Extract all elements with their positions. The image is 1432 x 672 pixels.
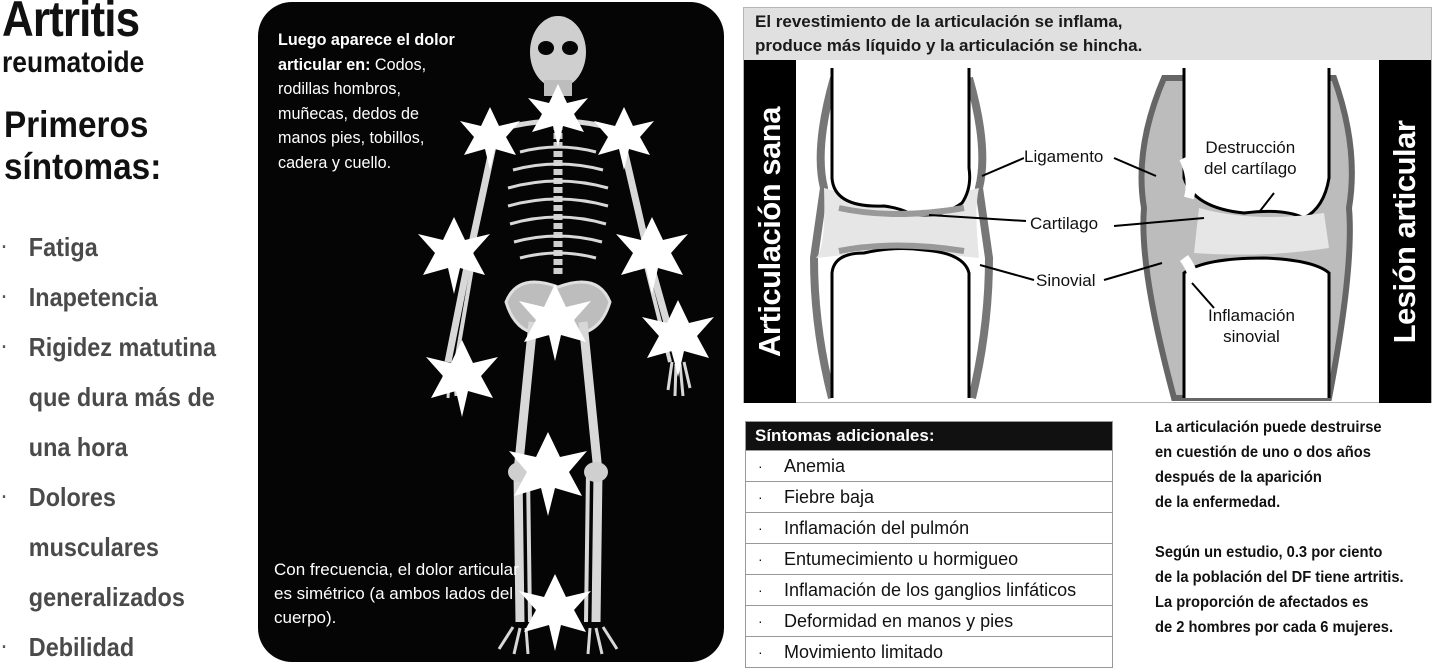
table-row: · Inflamación de los ganglios linfáticos (746, 574, 1112, 605)
table-row: · Fiebre baja (746, 481, 1112, 512)
healthy-joint-bar: Articulación sana (744, 60, 796, 403)
main-title: Artritis (2, 0, 140, 47)
destruction-timeline-note: La articulación puede destruirse en cuestión de uno o dos años después de la aparición de la enfermedad. (1155, 419, 1382, 511)
star-icon (426, 340, 498, 417)
damaged-joint (1142, 68, 1352, 398)
list-item: · Rigidez matutina (0, 322, 216, 372)
bullet-icon: · (758, 551, 763, 567)
symmetry-note: Con frecuencia, el dolor articular es simétrico (a ambos lados del cuerpo). (274, 560, 519, 627)
star-icon (460, 107, 520, 170)
cartilage-destruction-label: Destrucción del cartílago (1204, 138, 1297, 178)
list-item-continuation: que dura más de (28, 382, 215, 412)
heading-line-2: síntomas: (4, 146, 162, 187)
joint-illustration (744, 8, 1432, 404)
skeleton-panel (258, 2, 724, 662)
bullet-icon: · (758, 582, 763, 598)
additional-symptoms-table (745, 421, 1113, 668)
list-item: · Dolores (0, 472, 216, 522)
table-row: · Anemia (746, 450, 1112, 481)
star-icon (594, 107, 654, 170)
list-item: · Debilidad (0, 622, 216, 672)
cartilage-label: Cartilago (1030, 214, 1099, 233)
bullet-icon: · (758, 489, 763, 505)
bullet-icon: · (1, 637, 8, 657)
prevalence-note: Según un estudio, 0.3 por ciento de la población del DF tiene artritis. La proporción de afectados es de 2 hombres por cada 6 mujeres. (1155, 544, 1404, 636)
heading-line-1: Primeros (4, 104, 149, 145)
synovial-inflammation-label: Inflamación sinovial (1208, 306, 1295, 346)
first-symptoms-heading (4, 104, 161, 188)
bullet-icon: · (1, 237, 8, 257)
bullet-icon: · (758, 613, 763, 629)
list-item: · Inapetencia (0, 272, 216, 322)
synovial-label: Sinovial (1036, 271, 1096, 290)
damaged-joint-bar: Lesión articular (1379, 60, 1431, 403)
first-symptoms-list (0, 222, 240, 672)
list-item-continuation: musculares (28, 532, 159, 562)
star-icon (616, 217, 688, 294)
subtitle: reumatoide (2, 46, 145, 79)
bullet-icon: · (1, 337, 8, 357)
bullet-icon: · (1, 287, 8, 307)
list-item-continuation: generalizados (28, 582, 185, 612)
table-header: Síntomas adicionales: (746, 422, 1112, 450)
ligament-label: Ligamento (1024, 147, 1104, 166)
list-item-continuation: una hora (28, 432, 128, 462)
star-icon (418, 217, 490, 294)
bullet-icon: · (758, 644, 763, 660)
healthy-joint (810, 68, 989, 398)
star-icon (642, 300, 714, 377)
table-row: · Deformidad en manos y pies (746, 605, 1112, 636)
list-item: · Fatiga (0, 222, 216, 272)
pain-locations-text: Luego aparece el dolor articular en: Codos, rodillas hombros, muñecas, dedos de manos pies, tobillos, cadera y cuello. (278, 30, 455, 172)
table-row: · Inflamación del pulmón (746, 512, 1112, 543)
star-icon (528, 84, 588, 147)
bullet-icon: · (1, 487, 8, 507)
joint-diagram (743, 7, 1432, 403)
table-row: · Entumecimiento u hormigueo (746, 543, 1112, 574)
bullet-icon: · (758, 520, 763, 536)
joint-diagram-header: El revestimiento de la articulación se inflama, produce más líquido y la articulación se hincha. (744, 8, 1431, 60)
table-row: · Movimiento limitado (746, 636, 1112, 667)
bullet-icon: · (758, 458, 763, 474)
